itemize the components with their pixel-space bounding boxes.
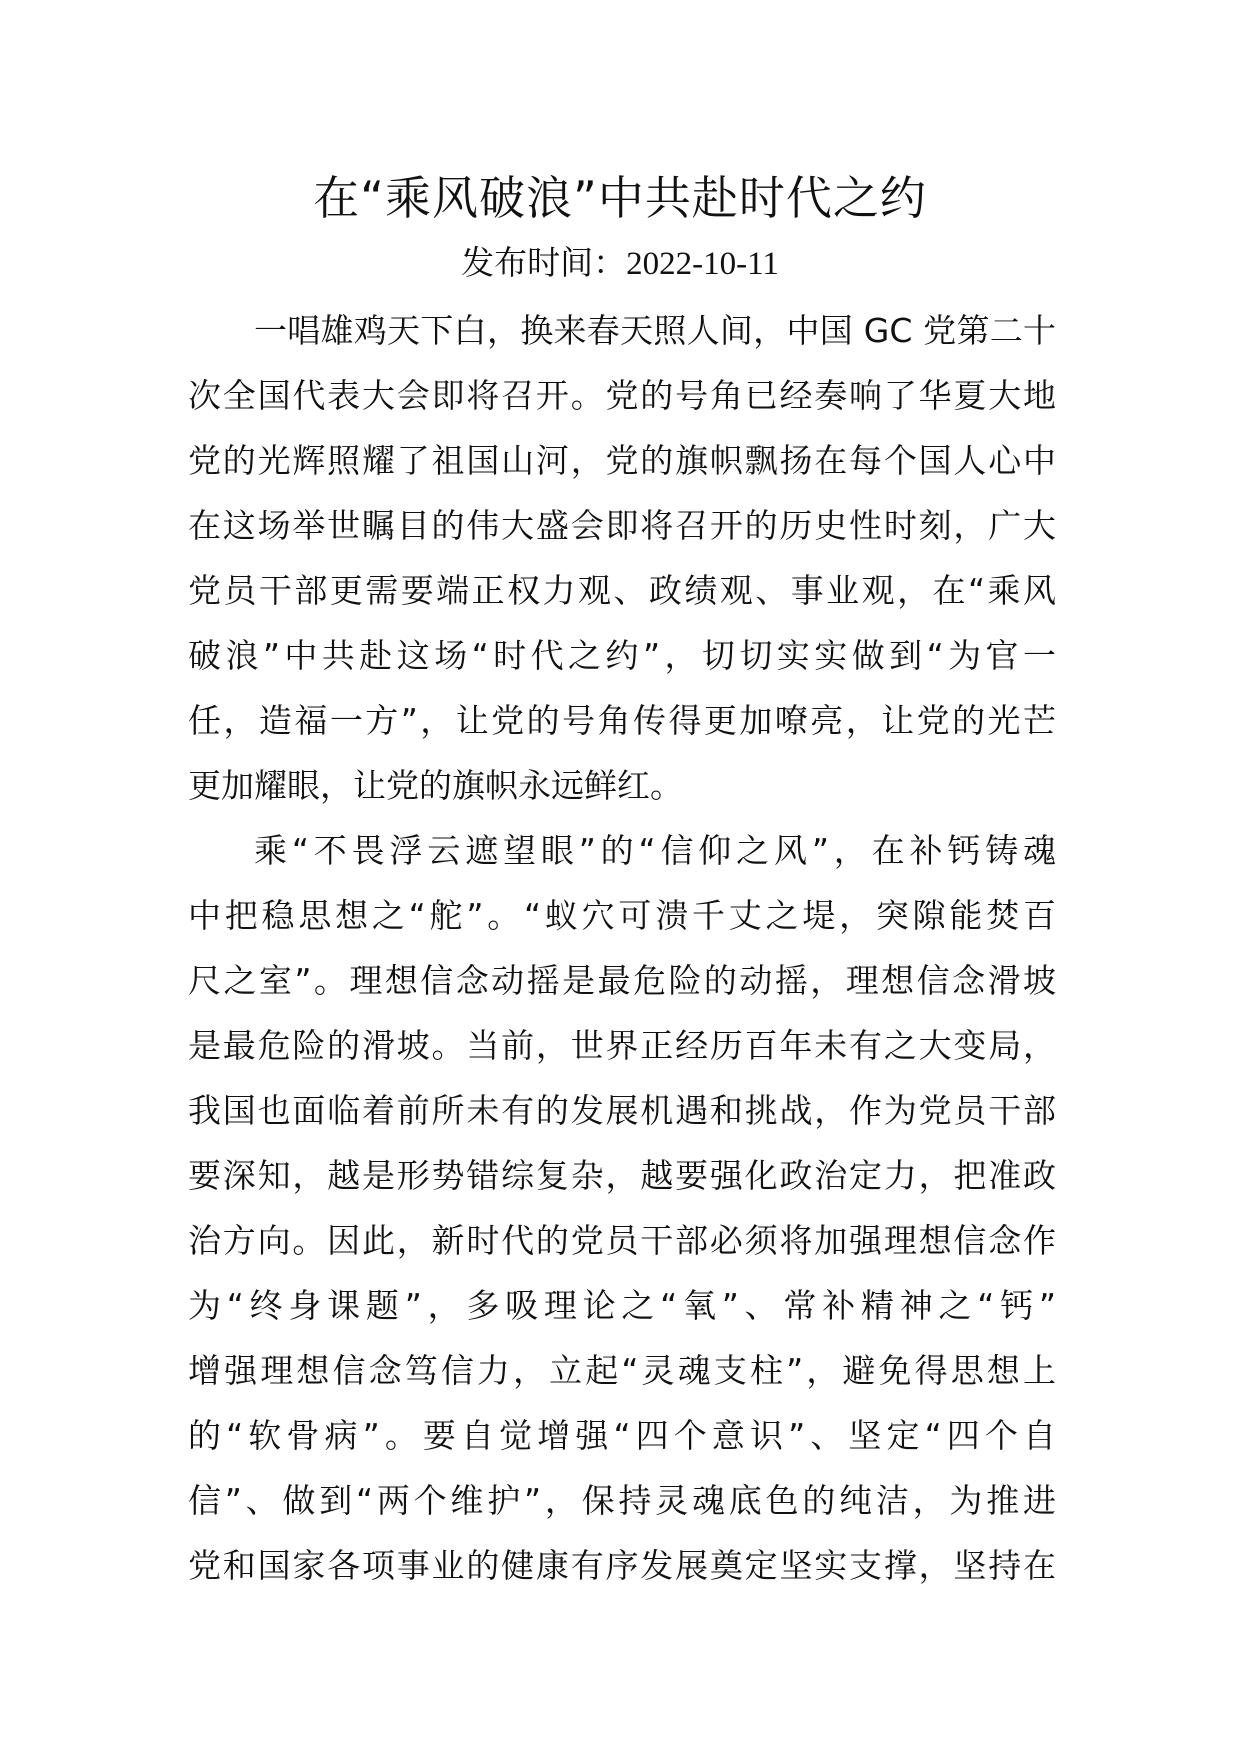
- text-line: 治方向。因此，新时代的党员干部必须将加强理想信念作: [188, 1221, 1056, 1260]
- paragraph: [188, 298, 1056, 818]
- text-line: 一唱雄鸡天下白，换来春天照人间，中国 GC 党第二十: [254, 311, 1056, 350]
- publish-date-label: 发布时间：: [461, 243, 627, 282]
- text-line: 更加耀眼，让党的旗帜永远鲜红。: [188, 766, 683, 805]
- paragraph: [188, 818, 1056, 1598]
- text-line: 任，造福一方”，让党的号角传得更加嘹亮，让党的光芒: [188, 701, 1056, 740]
- text-line: 我国也面临着前所未有的发展机遇和挑战，作为党员干部: [188, 1091, 1056, 1130]
- text-line: 次全国代表大会即将召开。党的号角已经奏响了华夏大地: [188, 376, 1056, 415]
- text-line: 信”、做到“两个维护”，保持灵魂底色的纯洁，为推进: [188, 1481, 1056, 1520]
- text-line: 乘“不畏浮云遮望眼”的“信仰之风”，在补钙铸魂: [254, 831, 1056, 870]
- publish-date-value: 2022-10-11: [626, 246, 779, 282]
- text-line: 中把稳思想之“舵”。“蚁穴可溃千丈之堤，突隙能焚百: [188, 896, 1056, 935]
- text-line: 尺之室”。理想信念动摇是最危险的动摇，理想信念滑坡: [188, 961, 1056, 1000]
- text-line: 要深知，越是形势错综复杂，越要强化政治定力，把准政: [188, 1156, 1056, 1195]
- text-line: 为“终身课题”，多吸理论之“氧”、常补精神之“钙”: [188, 1286, 1056, 1325]
- text-line: 是最危险的滑坡。当前，世界正经历百年未有之大变局，: [188, 1026, 1056, 1065]
- text-line: 党和国家各项事业的健康有序发展奠定坚实支撑，坚持在: [188, 1546, 1056, 1585]
- text-line: 破浪”中共赴这场“时代之约”，切切实实做到“为官一: [188, 636, 1056, 675]
- text-line: 在这场举世瞩目的伟大盛会即将召开的历史性时刻，广大: [188, 506, 1056, 545]
- text-line: 增强理想信念笃信力，立起“灵魂支柱”，避免得思想上: [188, 1351, 1056, 1390]
- publish-date: [0, 241, 1240, 286]
- text-line: 党的光辉照耀了祖国山河，党的旗帜飘扬在每个国人心中: [188, 441, 1056, 480]
- text-line: 的“软骨病”。要自觉增强“四个意识”、坚定“四个自: [188, 1416, 1056, 1455]
- article-title: 在“乘风破浪”中共赴时代之约: [313, 171, 927, 225]
- text-line: 党员干部更需要端正权力观、政绩观、事业观，在“乘风: [188, 571, 1056, 610]
- article-body: [188, 298, 1056, 1598]
